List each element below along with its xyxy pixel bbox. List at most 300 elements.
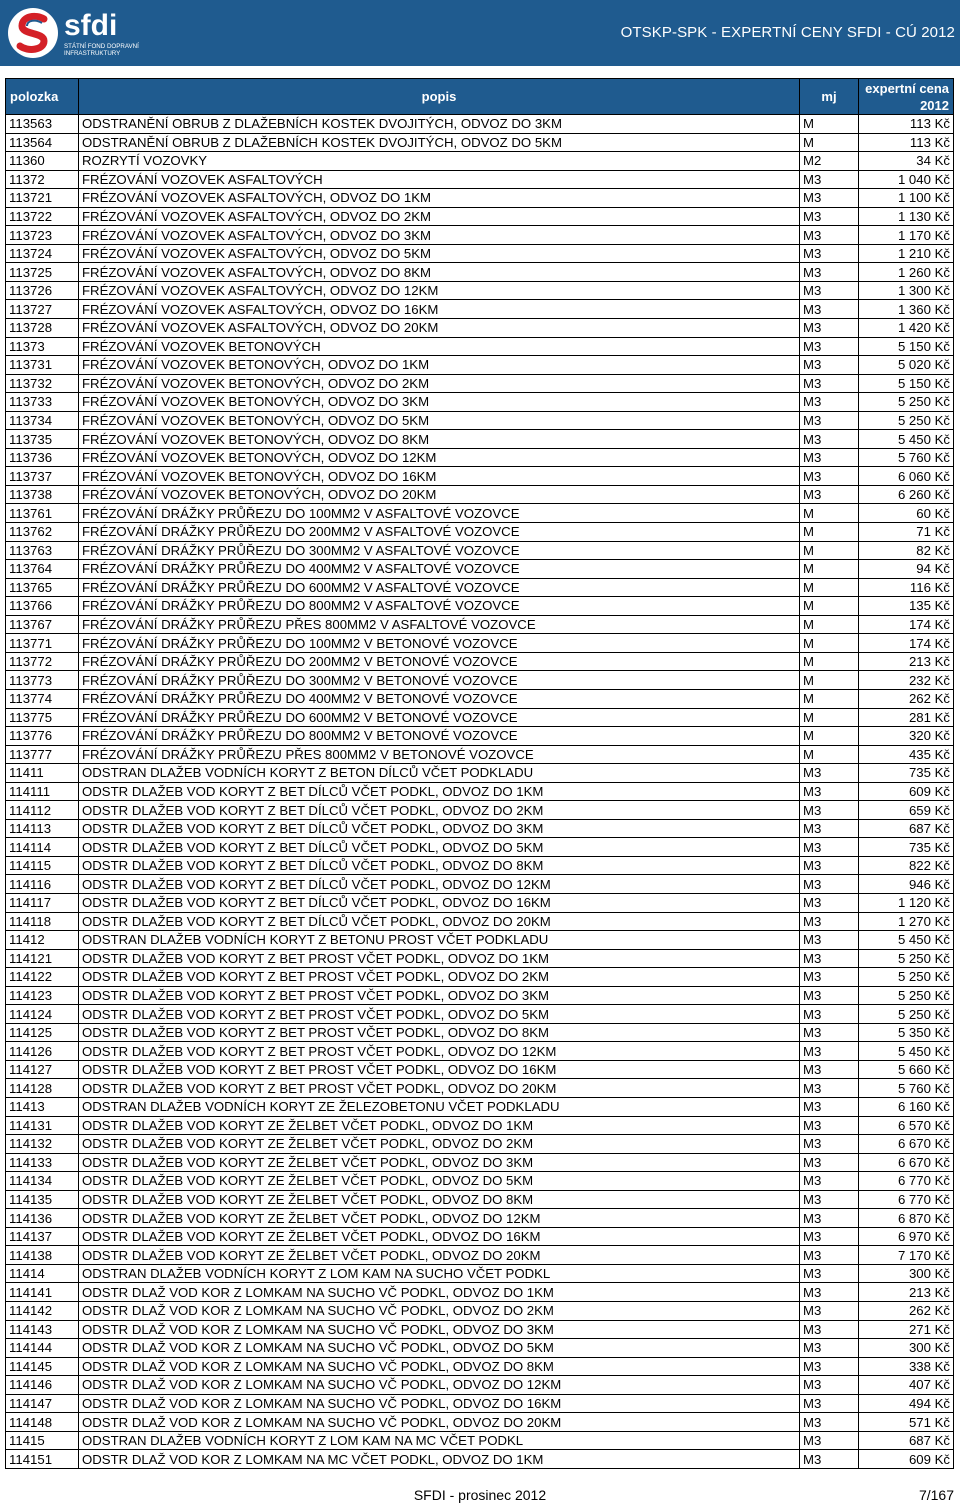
table-row [6, 430, 954, 449]
row-unit-cell: M3 [800, 1264, 859, 1283]
row-code-cell: 113736 [6, 448, 79, 467]
row-code-cell: 113762 [6, 523, 79, 542]
row-unit-cell: M3 [800, 1431, 859, 1450]
row-unit-cell: M3 [800, 356, 859, 375]
row-unit-cell: M3 [800, 912, 859, 931]
row-unit-cell: M3 [800, 467, 859, 486]
row-code-cell: 113564 [6, 133, 79, 152]
row-unit-cell: M3 [800, 337, 859, 356]
row-price-cell: 687 Kč [859, 819, 954, 838]
row-unit-cell: M3 [800, 1172, 859, 1191]
row-code-cell: 113774 [6, 689, 79, 708]
row-code-cell: 113765 [6, 578, 79, 597]
row-price-cell: 822 Kč [859, 856, 954, 875]
row-price-cell: 6 260 Kč [859, 485, 954, 504]
row-price-cell: 116 Kč [859, 578, 954, 597]
row-unit-cell: M3 [800, 782, 859, 801]
row-code-cell: 114144 [6, 1339, 79, 1358]
row-description-cell: ODSTR DLAŽEB VOD KORYT Z BET PROST VČET PODKL, ODVOZ DO 12KM [79, 1042, 800, 1061]
row-unit-cell: M [800, 615, 859, 634]
row-price-cell: 5 250 Kč [859, 411, 954, 430]
row-code-cell: 114128 [6, 1079, 79, 1098]
row-description-cell: FRÉZOVÁNÍ VOZOVEK ASFALTOVÝCH, ODVOZ DO 8KM [79, 263, 800, 282]
table-row [6, 356, 954, 375]
row-code-cell: 114114 [6, 838, 79, 857]
row-price-cell: 174 Kč [859, 615, 954, 634]
row-code-cell: 113737 [6, 467, 79, 486]
row-unit-cell: M [800, 523, 859, 542]
row-unit-cell: M3 [800, 189, 859, 208]
row-code-cell: 114123 [6, 986, 79, 1005]
row-unit-cell: M3 [800, 244, 859, 263]
row-description-cell: ODSTR DLAŽEB VOD KORYT Z BET PROST VČET PODKL, ODVOZ DO 3KM [79, 986, 800, 1005]
row-description-cell: FRÉZOVÁNÍ DRÁŽKY PRŮŘEZU PŘES 800MM2 V BETONOVÉ VOZOVCE [79, 745, 800, 764]
row-description-cell: FRÉZOVÁNÍ VOZOVEK ASFALTOVÝCH [79, 170, 800, 189]
table-row [6, 856, 954, 875]
row-unit-cell: M2 [800, 152, 859, 171]
row-unit-cell: M3 [800, 1246, 859, 1265]
row-description-cell: ODSTRAN DLAŽEB VODNÍCH KORYT Z BETON DÍLCŮ VČET PODKLADU [79, 764, 800, 783]
table-row [6, 578, 954, 597]
table-row [6, 764, 954, 783]
table-row [6, 671, 954, 690]
row-unit-cell: M3 [800, 986, 859, 1005]
row-unit-cell: M [800, 689, 859, 708]
table-row [6, 1246, 954, 1265]
row-unit-cell: M [800, 727, 859, 746]
row-code-cell: 114134 [6, 1172, 79, 1191]
row-description-cell: ODSTR DLAŽ VOD KOR Z LOMKAM NA SUCHO VČ PODKL, ODVOZ DO 1KM [79, 1283, 800, 1302]
table-row [6, 207, 954, 226]
row-price-cell: 71 Kč [859, 523, 954, 542]
row-price-cell: 213 Kč [859, 652, 954, 671]
row-price-cell: 7 170 Kč [859, 1246, 954, 1265]
row-code-cell: 114111 [6, 782, 79, 801]
row-price-cell: 320 Kč [859, 727, 954, 746]
row-description-cell: ODSTR DLAŽEB VOD KORYT ZE ŽELBET VČET PODKL, ODVOZ DO 5KM [79, 1172, 800, 1191]
row-description-cell: FRÉZOVÁNÍ VOZOVEK ASFALTOVÝCH, ODVOZ DO 1KM [79, 189, 800, 208]
table-row [6, 1227, 954, 1246]
row-price-cell: 338 Kč [859, 1357, 954, 1376]
row-description-cell: FRÉZOVÁNÍ DRÁŽKY PRŮŘEZU DO 100MM2 V ASFALTOVÉ VOZOVCE [79, 504, 800, 523]
row-code-cell: 113767 [6, 615, 79, 634]
row-unit-cell: M [800, 671, 859, 690]
row-unit-cell: M3 [800, 1339, 859, 1358]
row-unit-cell: M [800, 541, 859, 560]
row-price-cell: 213 Kč [859, 1283, 954, 1302]
row-unit-cell: M3 [800, 968, 859, 987]
row-unit-cell: M3 [800, 1060, 859, 1079]
table-row [6, 1302, 954, 1321]
row-description-cell: ODSTR DLAŽ VOD KOR Z LOMKAM NA MC VČET PODKL, ODVOZ DO 1KM [79, 1450, 800, 1469]
row-unit-cell: M3 [800, 856, 859, 875]
row-code-cell: 113728 [6, 319, 79, 338]
row-description-cell: FRÉZOVÁNÍ VOZOVEK ASFALTOVÝCH, ODVOZ DO 16KM [79, 300, 800, 319]
row-code-cell: 113731 [6, 356, 79, 375]
row-unit-cell: M3 [800, 1394, 859, 1413]
row-code-cell: 114135 [6, 1190, 79, 1209]
row-code-cell: 114131 [6, 1116, 79, 1135]
row-unit-cell: M3 [800, 393, 859, 412]
row-price-cell: 271 Kč [859, 1320, 954, 1339]
row-unit-cell: M [800, 708, 859, 727]
row-code-cell: 11411 [6, 764, 79, 783]
row-price-cell: 300 Kč [859, 1339, 954, 1358]
row-code-cell: 11412 [6, 931, 79, 950]
row-price-cell: 5 450 Kč [859, 1042, 954, 1061]
row-code-cell: 11360 [6, 152, 79, 171]
row-description-cell: FRÉZOVÁNÍ DRÁŽKY PRŮŘEZU DO 600MM2 V BETONOVÉ VOZOVCE [79, 708, 800, 727]
row-price-cell: 5 450 Kč [859, 931, 954, 950]
row-price-cell: 1 040 Kč [859, 170, 954, 189]
row-description-cell: ODSTR DLAŽEB VOD KORYT Z BET PROST VČET PODKL, ODVOZ DO 8KM [79, 1023, 800, 1042]
table-row [6, 448, 954, 467]
row-unit-cell: M3 [800, 226, 859, 245]
table-row [6, 281, 954, 300]
row-unit-cell: M [800, 634, 859, 653]
row-code-cell: 113734 [6, 411, 79, 430]
row-unit-cell: M3 [800, 1209, 859, 1228]
row-unit-cell: M3 [800, 1153, 859, 1172]
row-description-cell: ODSTRANĚNÍ OBRUB Z DLAŽEBNÍCH KOSTEK DVOJITÝCH, ODVOZ DO 3KM [79, 115, 800, 134]
row-price-cell: 5 250 Kč [859, 968, 954, 987]
row-code-cell: 114143 [6, 1320, 79, 1339]
row-price-cell: 262 Kč [859, 1302, 954, 1321]
row-code-cell: 114124 [6, 1005, 79, 1024]
row-unit-cell: M3 [800, 801, 859, 820]
row-code-cell: 113725 [6, 263, 79, 282]
row-unit-cell: M3 [800, 1283, 859, 1302]
row-price-cell: 5 760 Kč [859, 1079, 954, 1098]
row-code-cell: 113727 [6, 300, 79, 319]
row-description-cell: FRÉZOVÁNÍ DRÁŽKY PRŮŘEZU DO 300MM2 V ASFALTOVÉ VOZOVCE [79, 541, 800, 560]
row-code-cell: 113777 [6, 745, 79, 764]
row-code-cell: 113761 [6, 504, 79, 523]
row-price-cell: 174 Kč [859, 634, 954, 653]
row-code-cell: 113776 [6, 727, 79, 746]
row-unit-cell: M3 [800, 1079, 859, 1098]
table-row [6, 1042, 954, 1061]
row-price-cell: 5 450 Kč [859, 430, 954, 449]
row-code-cell: 114146 [6, 1376, 79, 1395]
row-price-cell: 5 350 Kč [859, 1023, 954, 1042]
row-price-cell: 1 300 Kč [859, 281, 954, 300]
table-row [6, 634, 954, 653]
table-row [6, 560, 954, 579]
row-price-cell: 5 020 Kč [859, 356, 954, 375]
row-price-cell: 946 Kč [859, 875, 954, 894]
row-unit-cell: M3 [800, 764, 859, 783]
row-code-cell: 114121 [6, 949, 79, 968]
row-price-cell: 5 250 Kč [859, 949, 954, 968]
row-code-cell: 114136 [6, 1209, 79, 1228]
row-price-cell: 281 Kč [859, 708, 954, 727]
row-description-cell: ODSTR DLAŽEB VOD KORYT Z BET PROST VČET PODKL, ODVOZ DO 1KM [79, 949, 800, 968]
row-unit-cell: M3 [800, 1005, 859, 1024]
row-code-cell: 113766 [6, 597, 79, 616]
table-row [6, 170, 954, 189]
row-description-cell: FRÉZOVÁNÍ VOZOVEK BETONOVÝCH [79, 337, 800, 356]
table-row [6, 1357, 954, 1376]
column-header-code: polozka [6, 79, 79, 115]
header-bar [0, 0, 960, 66]
table-row [6, 374, 954, 393]
row-price-cell: 6 770 Kč [859, 1172, 954, 1191]
row-price-cell: 6 670 Kč [859, 1135, 954, 1154]
row-code-cell: 114132 [6, 1135, 79, 1154]
row-description-cell: ODSTR DLAŽEB VOD KORYT Z BET DÍLCŮ VČET PODKL, ODVOZ DO 5KM [79, 838, 800, 857]
row-description-cell: ODSTR DLAŽEB VOD KORYT ZE ŽELBET VČET PODKL, ODVOZ DO 2KM [79, 1135, 800, 1154]
row-unit-cell: M3 [800, 819, 859, 838]
table-row [6, 931, 954, 950]
column-header-price-year: 2012 [920, 97, 949, 113]
row-price-cell: 94 Kč [859, 560, 954, 579]
row-code-cell: 113772 [6, 652, 79, 671]
row-code-cell: 114112 [6, 801, 79, 820]
row-unit-cell: M3 [800, 1116, 859, 1135]
row-description-cell: ODSTR DLAŽEB VOD KORYT ZE ŽELBET VČET PODKL, ODVOZ DO 8KM [79, 1190, 800, 1209]
row-unit-cell: M3 [800, 949, 859, 968]
table-row [6, 115, 954, 134]
row-description-cell: ODSTR DLAŽ VOD KOR Z LOMKAM NA SUCHO VČ PODKL, ODVOZ DO 12KM [79, 1376, 800, 1395]
row-code-cell: 114126 [6, 1042, 79, 1061]
table-row [6, 467, 954, 486]
row-code-cell: 113724 [6, 244, 79, 263]
column-header-unit: mj [800, 79, 859, 115]
logo-subtext-line2: INFRASTRUKTURY [64, 50, 121, 57]
row-code-cell: 113726 [6, 281, 79, 300]
table-row [6, 986, 954, 1005]
row-description-cell: FRÉZOVÁNÍ VOZOVEK BETONOVÝCH, ODVOZ DO 16KM [79, 467, 800, 486]
row-description-cell: FRÉZOVÁNÍ VOZOVEK BETONOVÝCH, ODVOZ DO 12KM [79, 448, 800, 467]
row-price-cell: 6 060 Kč [859, 467, 954, 486]
row-code-cell: 114125 [6, 1023, 79, 1042]
row-description-cell: FRÉZOVÁNÍ DRÁŽKY PRŮŘEZU PŘES 800MM2 V ASFALTOVÉ VOZOVCE [79, 615, 800, 634]
row-description-cell: ODSTR DLAŽEB VOD KORYT Z BET PROST VČET PODKL, ODVOZ DO 2KM [79, 968, 800, 987]
row-description-cell: FRÉZOVÁNÍ DRÁŽKY PRŮŘEZU DO 200MM2 V BETONOVÉ VOZOVCE [79, 652, 800, 671]
row-unit-cell: M [800, 745, 859, 764]
row-price-cell: 5 250 Kč [859, 986, 954, 1005]
table-row [6, 133, 954, 152]
row-price-cell: 571 Kč [859, 1413, 954, 1432]
row-description-cell: ODSTR DLAŽ VOD KOR Z LOMKAM NA SUCHO VČ PODKL, ODVOZ DO 20KM [79, 1413, 800, 1432]
row-description-cell: ODSTRAN DLAŽEB VODNÍCH KORYT Z LOM KAM NA MC VČET PODKL [79, 1431, 800, 1450]
row-code-cell: 114118 [6, 912, 79, 931]
table-row [6, 968, 954, 987]
row-price-cell: 687 Kč [859, 1431, 954, 1450]
table-row [6, 727, 954, 746]
table-row [6, 615, 954, 634]
table-row [6, 745, 954, 764]
row-code-cell: 114113 [6, 819, 79, 838]
row-price-cell: 6 770 Kč [859, 1190, 954, 1209]
row-description-cell: FRÉZOVÁNÍ VOZOVEK BETONOVÝCH, ODVOZ DO 2KM [79, 374, 800, 393]
row-description-cell: FRÉZOVÁNÍ VOZOVEK BETONOVÝCH, ODVOZ DO 1KM [79, 356, 800, 375]
table-row [6, 152, 954, 171]
row-code-cell: 113763 [6, 541, 79, 560]
row-description-cell: ODSTR DLAŽEB VOD KORYT ZE ŽELBET VČET PODKL, ODVOZ DO 16KM [79, 1227, 800, 1246]
table-row [6, 300, 954, 319]
row-price-cell: 735 Kč [859, 764, 954, 783]
row-code-cell: 113773 [6, 671, 79, 690]
row-description-cell: FRÉZOVÁNÍ DRÁŽKY PRŮŘEZU DO 400MM2 V BETONOVÉ VOZOVCE [79, 689, 800, 708]
row-price-cell: 407 Kč [859, 1376, 954, 1395]
row-unit-cell: M [800, 578, 859, 597]
table-row [6, 1264, 954, 1283]
row-unit-cell: M [800, 560, 859, 579]
row-price-cell: 135 Kč [859, 597, 954, 616]
row-code-cell: 11415 [6, 1431, 79, 1450]
row-code-cell: 113735 [6, 430, 79, 449]
row-description-cell: ODSTR DLAŽ VOD KOR Z LOMKAM NA SUCHO VČ PODKL, ODVOZ DO 5KM [79, 1339, 800, 1358]
row-unit-cell: M3 [800, 263, 859, 282]
row-unit-cell: M3 [800, 1023, 859, 1042]
row-unit-cell: M3 [800, 1302, 859, 1321]
row-unit-cell: M3 [800, 281, 859, 300]
row-price-cell: 82 Kč [859, 541, 954, 560]
row-code-cell: 113733 [6, 393, 79, 412]
row-unit-cell: M3 [800, 207, 859, 226]
row-price-cell: 5 760 Kč [859, 448, 954, 467]
row-unit-cell: M3 [800, 1190, 859, 1209]
row-code-cell: 114142 [6, 1302, 79, 1321]
row-price-cell: 6 970 Kč [859, 1227, 954, 1246]
row-price-cell: 1 360 Kč [859, 300, 954, 319]
column-header-description: popis [79, 79, 800, 115]
row-description-cell: FRÉZOVÁNÍ DRÁŽKY PRŮŘEZU DO 300MM2 V BETONOVÉ VOZOVCE [79, 671, 800, 690]
row-description-cell: ODSTR DLAŽEB VOD KORYT Z BET PROST VČET PODKL, ODVOZ DO 16KM [79, 1060, 800, 1079]
row-unit-cell: M [800, 133, 859, 152]
row-description-cell: ODSTR DLAŽEB VOD KORYT Z BET PROST VČET PODKL, ODVOZ DO 20KM [79, 1079, 800, 1098]
table-row [6, 893, 954, 912]
row-code-cell: 114147 [6, 1394, 79, 1413]
row-unit-cell: M3 [800, 1357, 859, 1376]
row-price-cell: 232 Kč [859, 671, 954, 690]
table-row [6, 189, 954, 208]
sfdi-logo [6, 5, 156, 61]
table-row [6, 689, 954, 708]
row-description-cell: FRÉZOVÁNÍ VOZOVEK ASFALTOVÝCH, ODVOZ DO 3KM [79, 226, 800, 245]
row-description-cell: ODSTR DLAŽEB VOD KORYT Z BET DÍLCŮ VČET PODKL, ODVOZ DO 16KM [79, 893, 800, 912]
table-row [6, 782, 954, 801]
row-price-cell: 34 Kč [859, 152, 954, 171]
row-unit-cell: M [800, 115, 859, 134]
row-price-cell: 1 120 Kč [859, 893, 954, 912]
logo-subtext-line1: STÁTNÍ FOND DOPRAVNÍ [64, 43, 139, 50]
row-unit-cell: M3 [800, 875, 859, 894]
row-code-cell: 114145 [6, 1357, 79, 1376]
row-unit-cell: M [800, 504, 859, 523]
row-description-cell: ODSTR DLAŽ VOD KOR Z LOMKAM NA SUCHO VČ PODKL, ODVOZ DO 3KM [79, 1320, 800, 1339]
row-description-cell: ODSTR DLAŽEB VOD KORYT ZE ŽELBET VČET PODKL, ODVOZ DO 1KM [79, 1116, 800, 1135]
row-description-cell: ODSTRAN DLAŽEB VODNÍCH KORYT ZE ŽELEZOBETONU VČET PODKLADU [79, 1097, 800, 1116]
row-price-cell: 300 Kč [859, 1264, 954, 1283]
table-row [6, 393, 954, 412]
row-description-cell: ODSTR DLAŽEB VOD KORYT Z BET DÍLCŮ VČET PODKL, ODVOZ DO 2KM [79, 801, 800, 820]
table-row [6, 597, 954, 616]
table-row [6, 411, 954, 430]
table-row [6, 1431, 954, 1450]
sfdi-logo-icon [6, 5, 156, 61]
table-row [6, 838, 954, 857]
row-price-cell: 1 170 Kč [859, 226, 954, 245]
row-price-cell: 262 Kč [859, 689, 954, 708]
row-unit-cell: M3 [800, 1042, 859, 1061]
table-row [6, 875, 954, 894]
row-price-cell: 113 Kč [859, 115, 954, 134]
row-unit-cell: M3 [800, 430, 859, 449]
table-row [6, 1339, 954, 1358]
row-code-cell: 114116 [6, 875, 79, 894]
table-row [6, 1209, 954, 1228]
table-row [6, 1135, 954, 1154]
row-description-cell: ODSTR DLAŽEB VOD KORYT Z BET PROST VČET PODKL, ODVOZ DO 5KM [79, 1005, 800, 1024]
row-price-cell: 659 Kč [859, 801, 954, 820]
document-title: OTSKP-SPK - EXPERTNÍ CENY SFDI - CÚ 2012 [620, 24, 955, 41]
row-unit-cell: M3 [800, 838, 859, 857]
table-row [6, 541, 954, 560]
row-code-cell: 114137 [6, 1227, 79, 1246]
row-code-cell: 114151 [6, 1450, 79, 1469]
table-row [6, 263, 954, 282]
row-description-cell: FRÉZOVÁNÍ VOZOVEK BETONOVÝCH, ODVOZ DO 8KM [79, 430, 800, 449]
table-row [6, 1023, 954, 1042]
row-code-cell: 11372 [6, 170, 79, 189]
row-price-cell: 609 Kč [859, 782, 954, 801]
row-unit-cell: M3 [800, 485, 859, 504]
table-row [6, 1005, 954, 1024]
row-code-cell: 113563 [6, 115, 79, 134]
table-row [6, 1413, 954, 1432]
row-description-cell: FRÉZOVÁNÍ VOZOVEK ASFALTOVÝCH, ODVOZ DO 5KM [79, 244, 800, 263]
table-row [6, 652, 954, 671]
row-unit-cell: M3 [800, 448, 859, 467]
row-unit-cell: M3 [800, 1413, 859, 1432]
row-code-cell: 113771 [6, 634, 79, 653]
table-body [6, 115, 954, 1469]
table-row [6, 1376, 954, 1395]
row-price-cell: 1 100 Kč [859, 189, 954, 208]
row-unit-cell: M [800, 652, 859, 671]
table-row [6, 801, 954, 820]
row-price-cell: 1 130 Kč [859, 207, 954, 226]
row-code-cell: 114117 [6, 893, 79, 912]
row-description-cell: ODSTR DLAŽ VOD KOR Z LOMKAM NA SUCHO VČ PODKL, ODVOZ DO 8KM [79, 1357, 800, 1376]
row-description-cell: ODSTR DLAŽ VOD KOR Z LOMKAM NA SUCHO VČ PODKL, ODVOZ DO 2KM [79, 1302, 800, 1321]
row-description-cell: FRÉZOVÁNÍ DRÁŽKY PRŮŘEZU DO 400MM2 V ASFALTOVÉ VOZOVCE [79, 560, 800, 579]
table-row [6, 1153, 954, 1172]
table-row [6, 1097, 954, 1116]
row-code-cell: 11373 [6, 337, 79, 356]
row-code-cell: 113732 [6, 374, 79, 393]
row-description-cell: ODSTR DLAŽEB VOD KORYT Z BET DÍLCŮ VČET PODKL, ODVOZ DO 12KM [79, 875, 800, 894]
row-price-cell: 113 Kč [859, 133, 954, 152]
row-description-cell: FRÉZOVÁNÍ DRÁŽKY PRŮŘEZU DO 600MM2 V ASFALTOVÉ VOZOVCE [79, 578, 800, 597]
row-code-cell: 113722 [6, 207, 79, 226]
row-description-cell: ODSTR DLAŽEB VOD KORYT Z BET DÍLCŮ VČET PODKL, ODVOZ DO 8KM [79, 856, 800, 875]
page-number: 7/167 [918, 1487, 954, 1503]
row-code-cell: 113723 [6, 226, 79, 245]
table-row [6, 1190, 954, 1209]
column-header-price-label: expertní cena [865, 80, 949, 96]
row-unit-cell: M3 [800, 1097, 859, 1116]
row-code-cell: 114138 [6, 1246, 79, 1265]
table-row [6, 1079, 954, 1098]
row-price-cell: 1 260 Kč [859, 263, 954, 282]
price-table [5, 78, 954, 1469]
row-price-cell: 609 Kč [859, 1450, 954, 1469]
row-description-cell: FRÉZOVÁNÍ DRÁŽKY PRŮŘEZU DO 800MM2 V ASFALTOVÉ VOZOVCE [79, 597, 800, 616]
